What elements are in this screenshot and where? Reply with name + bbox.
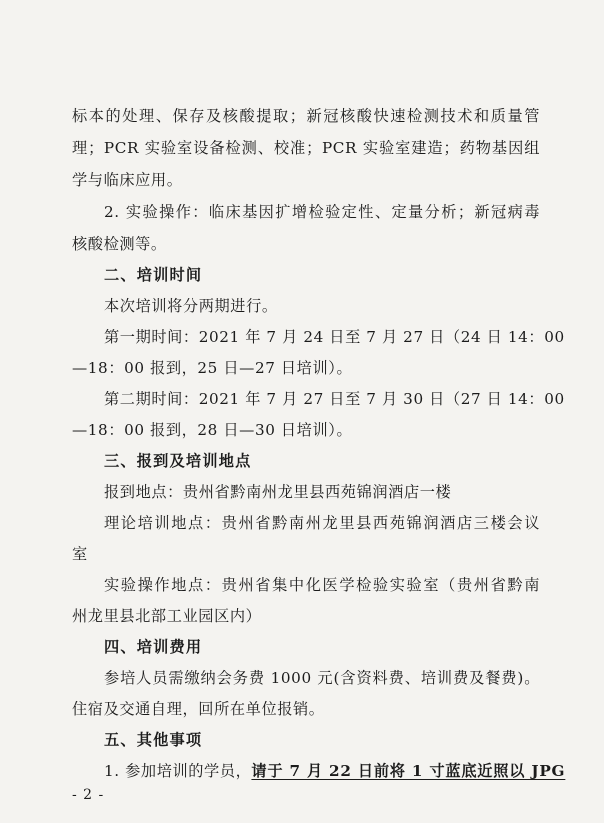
section-heading-location: 三、报到及培训地点 xyxy=(104,452,252,470)
section-heading-training-time: 二、培训时间 xyxy=(104,266,203,284)
item-prefix: 1. 参加培训的学员， xyxy=(104,762,252,780)
paragraph-line xyxy=(104,761,566,781)
paragraph-line: 参培人员需缴纳会务费 1000 元(含资料费、培训费及餐费)。 xyxy=(104,669,540,687)
paragraph-line: 本次培训将分两期进行。 xyxy=(104,297,278,315)
paragraph-line: 住宿及交通自理，回所在单位报销。 xyxy=(72,700,325,718)
paragraph-line: 理论培训地点：贵州省黔南州龙里县西苑锦润酒店三楼会议 xyxy=(104,514,540,532)
paragraph-line: 报到地点：贵州省黔南州龙里县西苑锦润酒店一楼 xyxy=(104,483,452,501)
paragraph-line: 理；PCR 实验室设备检测、校准；PCR 实验室建造；药物基因组 xyxy=(72,139,540,157)
section-heading-other: 五、其他事项 xyxy=(104,731,203,749)
paragraph-line: 核酸检测等。 xyxy=(72,235,167,253)
emphasized-instruction: 请于 7 月 22 日前将 1 寸蓝底近照以 JPG xyxy=(251,762,566,780)
paragraph-line: 2. 实验操作：临床基因扩增检验定性、定量分析；新冠病毒 xyxy=(104,203,540,221)
paragraph-line: 实验操作地点：贵州省集中化医学检验实验室（贵州省黔南 xyxy=(104,576,540,594)
paragraph-line: 学与临床应用。 xyxy=(72,171,183,189)
paragraph-line: 第一期时间：2021 年 7 月 24 日至 7 月 27 日（24 日 14：00 xyxy=(104,328,565,346)
paragraph-line: —18：00 报到，28 日—30 日培训）。 xyxy=(72,421,353,439)
paragraph-line: 标本的处理、保存及核酸提取；新冠核酸快速检测技术和质量管 xyxy=(72,107,540,125)
paragraph-line: —18：00 报到，25 日—27 日培训）。 xyxy=(72,359,353,377)
page-number: - 2 - xyxy=(72,787,105,803)
paragraph-line: 州龙里县北部工业园区内） xyxy=(72,607,262,625)
paragraph-line: 室 xyxy=(72,545,88,563)
paragraph-line: 第二期时间：2021 年 7 月 27 日至 7 月 30 日（27 日 14：00 xyxy=(104,390,565,408)
section-heading-fees: 四、培训费用 xyxy=(104,638,203,656)
